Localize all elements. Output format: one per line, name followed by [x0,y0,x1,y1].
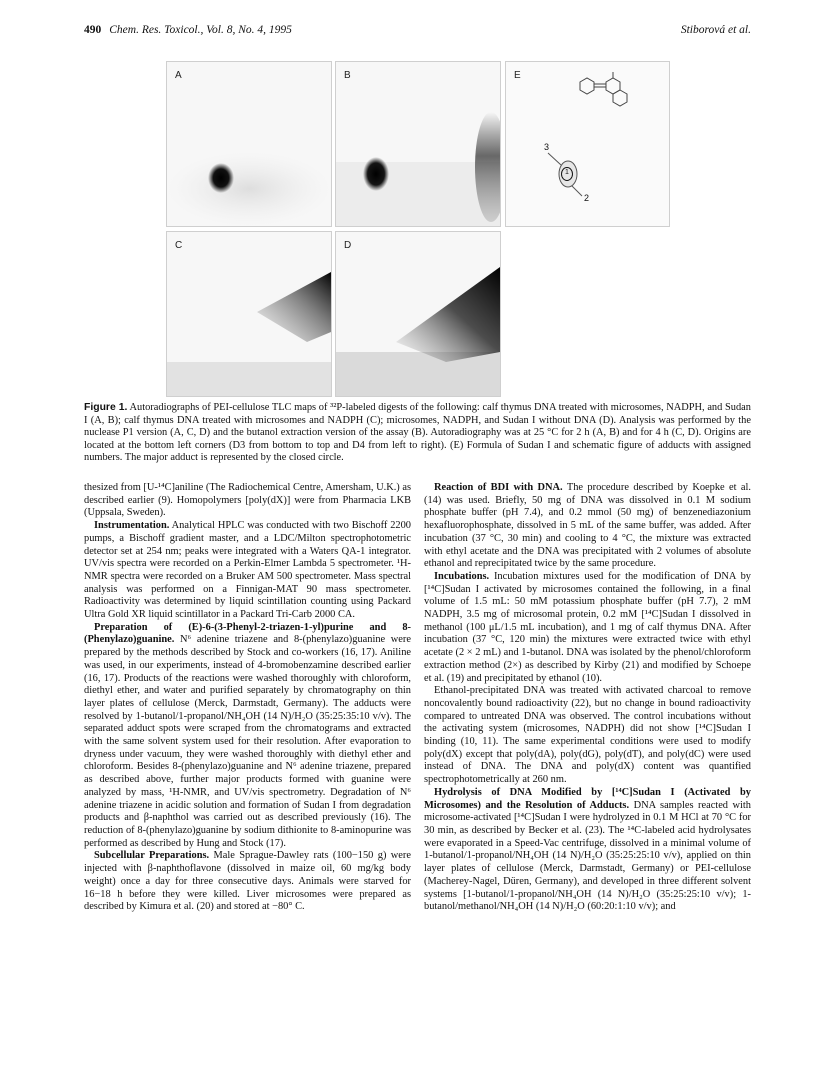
paragraph-text: Ethanol-precipitated DNA was treated with activated charcoal to remove noncovalently bound radioactivity (22), but no change in bound radioactivity compared to untreated DNA was observed. The control incubations without the activating system (microsomes, NADPH) did not show [¹⁴C]Sudan I binding (10, 11). The same experimental conditions were used to modify poly(dX) except that poly(dA), poly(dG), poly(dT), and poly(dC) were used instead of DNA. The DNA and poly(dX) content was quantified spectrophotometrically at 260 nm. [424,685,751,786]
running-header [84,24,751,40]
section-heading: Subcellular Preparations. [94,850,210,862]
paragraph-text: Male Sprague-Dawley rats (100−150 g) were injected with β-naphthoflavone (dissolved in maize oil, 60 mg/kg body weight) once a day for three consecutive days. Animals were starved for 16−18 h before they were killed. Liver microsomes were prepared as described by Kimura et al. (20) and stored at −80° C. [84,850,411,913]
paragraph [84,622,411,851]
paragraph [84,850,411,914]
panel-d-image [336,232,500,396]
section-heading: Preparation of (E)-6-(3-Phenyl-2-triazen-1-yl)purine and 8-(Phenylazo)guanine. [84,621,411,646]
panel-b-image [336,62,500,226]
paragraph-text: thesized from [U-¹⁴C]aniline (The Radiochemical Centre, Amersham, U.K.) as described earlier (9). Homopolymers [poly(dX)] were from Pharmacia LKB (Uppsala, Sweden). [84,482,412,519]
paragraph-text: DNA samples reacted with microsome-activated [¹⁴C]Sudan I were hydrolyzed in 0.1 M HCl at 70 °C for 30 min, as described by Becker et al. (23). The ¹⁴C-labeled acid hydrolysates were evaporated in a Speed-Vac centrifuge, dissolved in a minimal volume of 1-butanol/1-propanol/NH₄OH (14 N)/H₂O (35:25:25:10 v/v), applied on thin layer plates of cellulose (Merck, Darmstadt, Germany) or PEI-cellulose (Macherey-Nagel, Düren, Germany), and developed in three different solvent systems [1-butanol/1-propanol/NH₄OH (14 N)/H₂O (35:25:25:10 v/v); 1-butanol/methanol/NH₄OH (14 N)/H₂O (60:20:1:10 v/v); and [424,799,751,913]
paragraph [84,482,411,520]
autoradiograph-panel-c [166,231,332,397]
paragraph [424,571,751,685]
paragraph [424,787,751,914]
paragraph-text: Analytical HPLC was conducted with two Bischoff 2200 pumps, a Bischoff gradient master, and a LDC/Milton spectrophotometric detector set at 254 nm; peaks were integrated with a Waters QA-1 integrator. UV/vis spectra were recorded on a Perkin-Elmer Lambda 5 spectrometer. ¹H-NMR spectra were recorded on a Bruker AM 500 spectrometer. Mass spectral analysis was performed on a Finnigan-MAT 90 mass spectrometer. Radioactivity was determined by liquid scintillation counting using Packard Ultra Gold XR liquid scintillator in a Packard Tri-Carb 2000 CA. [84,520,411,621]
journal-citation: Chem. Res. Toxicol., Vol. 8, No. 4, 1995 [109,24,292,36]
panel-label: B [344,70,351,81]
caption-label: Figure 1. [84,402,128,413]
panel-label: C [175,240,183,251]
adduct-spot [208,163,234,193]
adduct-spot [363,157,389,191]
paragraph [84,520,411,622]
page-number: 490 [84,24,102,36]
section-heading: Incubations. [434,570,490,582]
section-heading: Hydrolysis of DNA Modified by [¹⁴C]Sudan I (Activated by Microsomes) and the Resolution of Adducts. [424,786,751,811]
paragraph-text: N⁶ adenine triazene and 8-(phenylazo)guanine were prepared by the methods described by Stock and co-workers (16, 17). Aniline was used, in our experiments, instead of 4-bromobenzamine described earlier (16, 17). Products of the reactions were washed thoroughly with chloroform, diethyl ether, and water and purified separately by chromatography on thin layer plates of cellulose (Merck, Darmstadt, Germany). The adducts were resolved by 1-butanol/1-propanol/NH₄OH (14 N)/H₂O (35:25:35:10 v/v). The separated adduct spots were scraped from the chromatograms and extracted with the same solvent system used for their resolution. After evaporation to dryness under vacuum, they were washed thoroughly with diethyl ether and chloroform. Besides 8-(phenylazo)guanine and N⁶ adenine triazene, prepared as described above, further major products formed with guanine were analyzed by mass, ¹H-NMR, and UV/vis spectrometry. Degradation of N⁶ adenine triazene in acidic solution and formation of Sudan I from degradation products and β-naphthol was carried out as described previously (16). The reduction of 8-(phenylazo)guanine by sodium dithionite to 8-aminopurine was performed as described by Hung and Stock (17). [84,634,411,849]
autoradiograph-panel-a [166,61,332,227]
right-column [424,482,751,914]
adduct-number-3: 3 [544,142,550,152]
autoradiograph-panel-d [335,231,501,397]
adduct-number-2: 2 [584,193,590,203]
paragraph-text: The procedure described by Koepke et al. (14) was used. Briefly, 50 mg of DNA was dissolved in 0.1 M sodium phosphate buffer (pH 7.4), and 0.2 mmol (50 mg) of benzenediazonium hexafluorophosphate, dissolved in 5 mL of the same buffer, was added. After incubation (37 °C, 30 min) and cooling to 4 °C, the mixture was extracted with ethyl acetate and the DNA was precipitated with 2 volumes of absolute ethanol and reprecipitated twice by the same procedure. [424,482,751,570]
panel-label: D [344,240,352,251]
paragraph-text: Incubation mixtures used for the modification of DNA by [¹⁴C]Sudan I activated by microsomes contained the following, in a final volume of 1.5 mL: 50 mM potassium phosphate buffer (pH 7.7), 2 mM NADPH, 3.5 mg of microsomal protein, 0.2 mM [¹⁴C]Sudan I dissolved in methanol (100 μL/1.5 mL incubation), and 1 mg of calf thymus DNA. After incubation (37 °C, 120 min) the mixtures were extracted twice with ethyl acetate (2 × 2 mL) and 1-butanol. DNA was isolated by the phenol/chloroform extraction method (2×) as described by Kirby (21) and modified by Schoepe et al. (19) and precipitated by ethanol (10). [424,570,751,684]
panel-a-image [167,62,331,226]
author-line: Stiborová et al. [680,24,751,36]
paragraph [424,482,751,571]
schematic-panel-e [505,61,670,227]
panel-c-image [167,232,331,396]
figure-caption [84,402,751,465]
panel-label: A [175,70,182,81]
section-heading: Reaction of BDI with DNA. [434,482,563,493]
panel-label: E [514,70,521,81]
section-heading: Instrumentation. [94,520,170,532]
autoradiograph-panel-b [335,61,501,227]
caption-text: Autoradiographs of PEI-cellulose TLC maps of ³²P-labeled digests of the following: calf thymus DNA treated with microsomes, NADPH, and Sudan I (A, B); calf thymus DNA treated with microsomes and NADPH (C); microsomes, NADPH, and Sudan I without DNA (D). Analysis was performed by the nuclease P1 version (A, C, D) and the butanol extraction version of the assay (B). Autoradiography was at 25 °C for 2 h (A, B) and for 4 h (C, D). Origins are located at the bottom left corners (D3 from bottom to top and D4 from left to right). (E) Formula of Sudan I and schematic figure of adducts with assigned numbers. The major adduct is represented by the closed circle. [84,402,751,464]
adduct-number-1: 1 [565,169,569,176]
paragraph [424,685,751,787]
left-column [84,482,411,914]
